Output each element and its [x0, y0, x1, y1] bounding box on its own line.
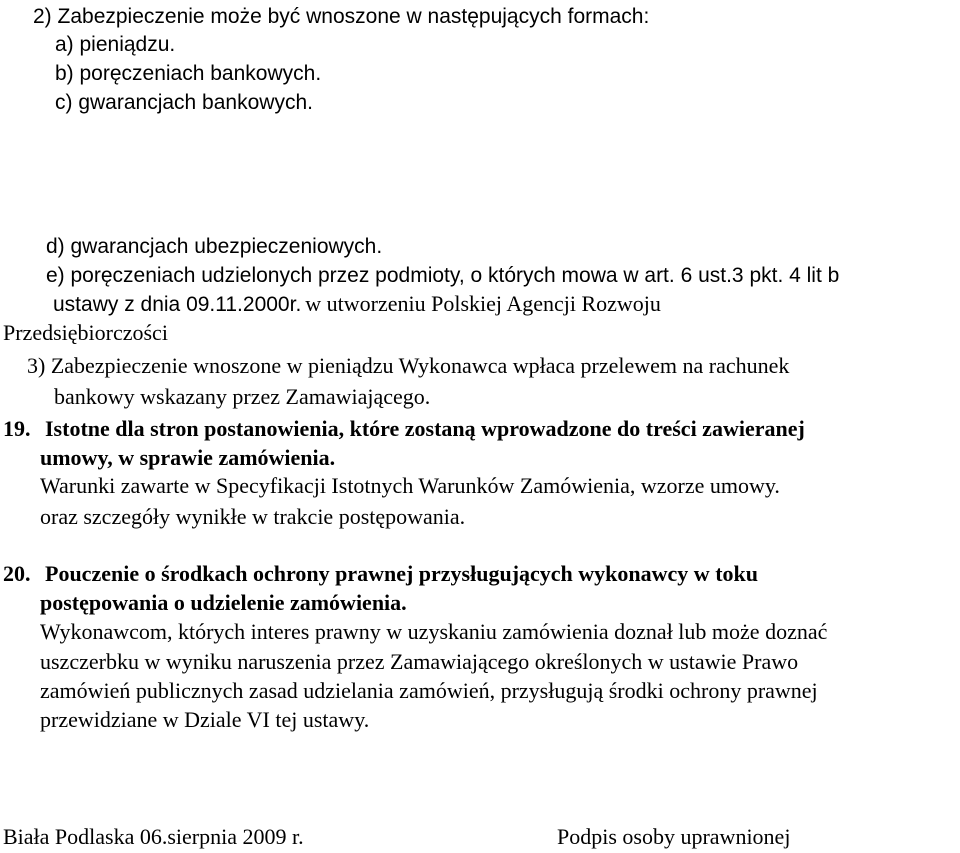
section19-body-line2: oraz szczegóły wynikłe w trakcie postępowania. [40, 504, 466, 529]
section19-number: 19. [3, 416, 31, 441]
form-e-line3: Przedsiębiorczości [3, 320, 168, 345]
section20-title-line1: Pouczenie o środkach ochrony prawnej przysługujących wykonawcy w toku [45, 561, 758, 586]
form-e: e) poręczeniach udzielonych przez podmioty, o których mowa w art. 6 ust.3 pkt. 4 lit b [46, 264, 840, 287]
form-e-date: ustawy z dnia 09.11.2000r. [53, 293, 302, 316]
section19-title-line2: umowy, w sprawie zamówienia. [40, 445, 336, 470]
section19-title-line1: Istotne dla stron postanowienia, które zostaną wprowadzone do treści zawieranej [45, 416, 805, 441]
item3-line1: 3) Zabezpieczenie wnoszone w pieniądzu Wykonawca wpłaca przelewem na rachunek [27, 353, 790, 378]
form-c: c) gwarancjach bankowych. [55, 91, 313, 114]
form-d: d) gwarancjach ubezpieczeniowych. [46, 235, 383, 258]
item3-line2: bankowy wskazany przez Zamawiającego. [54, 384, 431, 409]
section20-title-line2: postępowania o udzielenie zamówienia. [40, 590, 407, 615]
section20-body-line: zamówień publicznych zasad udzielania zamówień, przysługują środki ochrony prawnej [40, 678, 818, 703]
section19-body-line1: Warunki zawarte w Specyfikacji Istotnych Warunków Zamówienia, wzorze umowy. [40, 473, 780, 498]
form-b: b) poręczeniach bankowych. [55, 62, 322, 85]
item2-intro: 2) Zabezpieczenie może być wnoszone w następujących formach: [33, 5, 650, 28]
section20-body-line: przewidziane w Dziale VI tej ustawy. [40, 707, 370, 732]
section20-body-line: uszczerbku w wyniku naruszenia przez Zamawiającego określonych w ustawie Prawo [40, 649, 799, 674]
section19-heading [3, 418, 805, 440]
form-e-continuation: w utworzeniu Polskiej Agencji Rozwoju [305, 291, 661, 316]
section20-body-line: Wykonawcom, których interes prawny w uzyskaniu zamówienia doznał lub może doznać [40, 619, 828, 644]
form-e-line2 [53, 293, 661, 315]
section20-heading [3, 563, 758, 585]
signature-label: Podpis osoby uprawnionej [557, 824, 791, 849]
form-a: a) pieniądzu. [55, 33, 176, 56]
section20-number: 20. [3, 561, 31, 586]
place-and-date: Biała Podlaska 06.sierpnia 2009 r. [3, 824, 304, 849]
